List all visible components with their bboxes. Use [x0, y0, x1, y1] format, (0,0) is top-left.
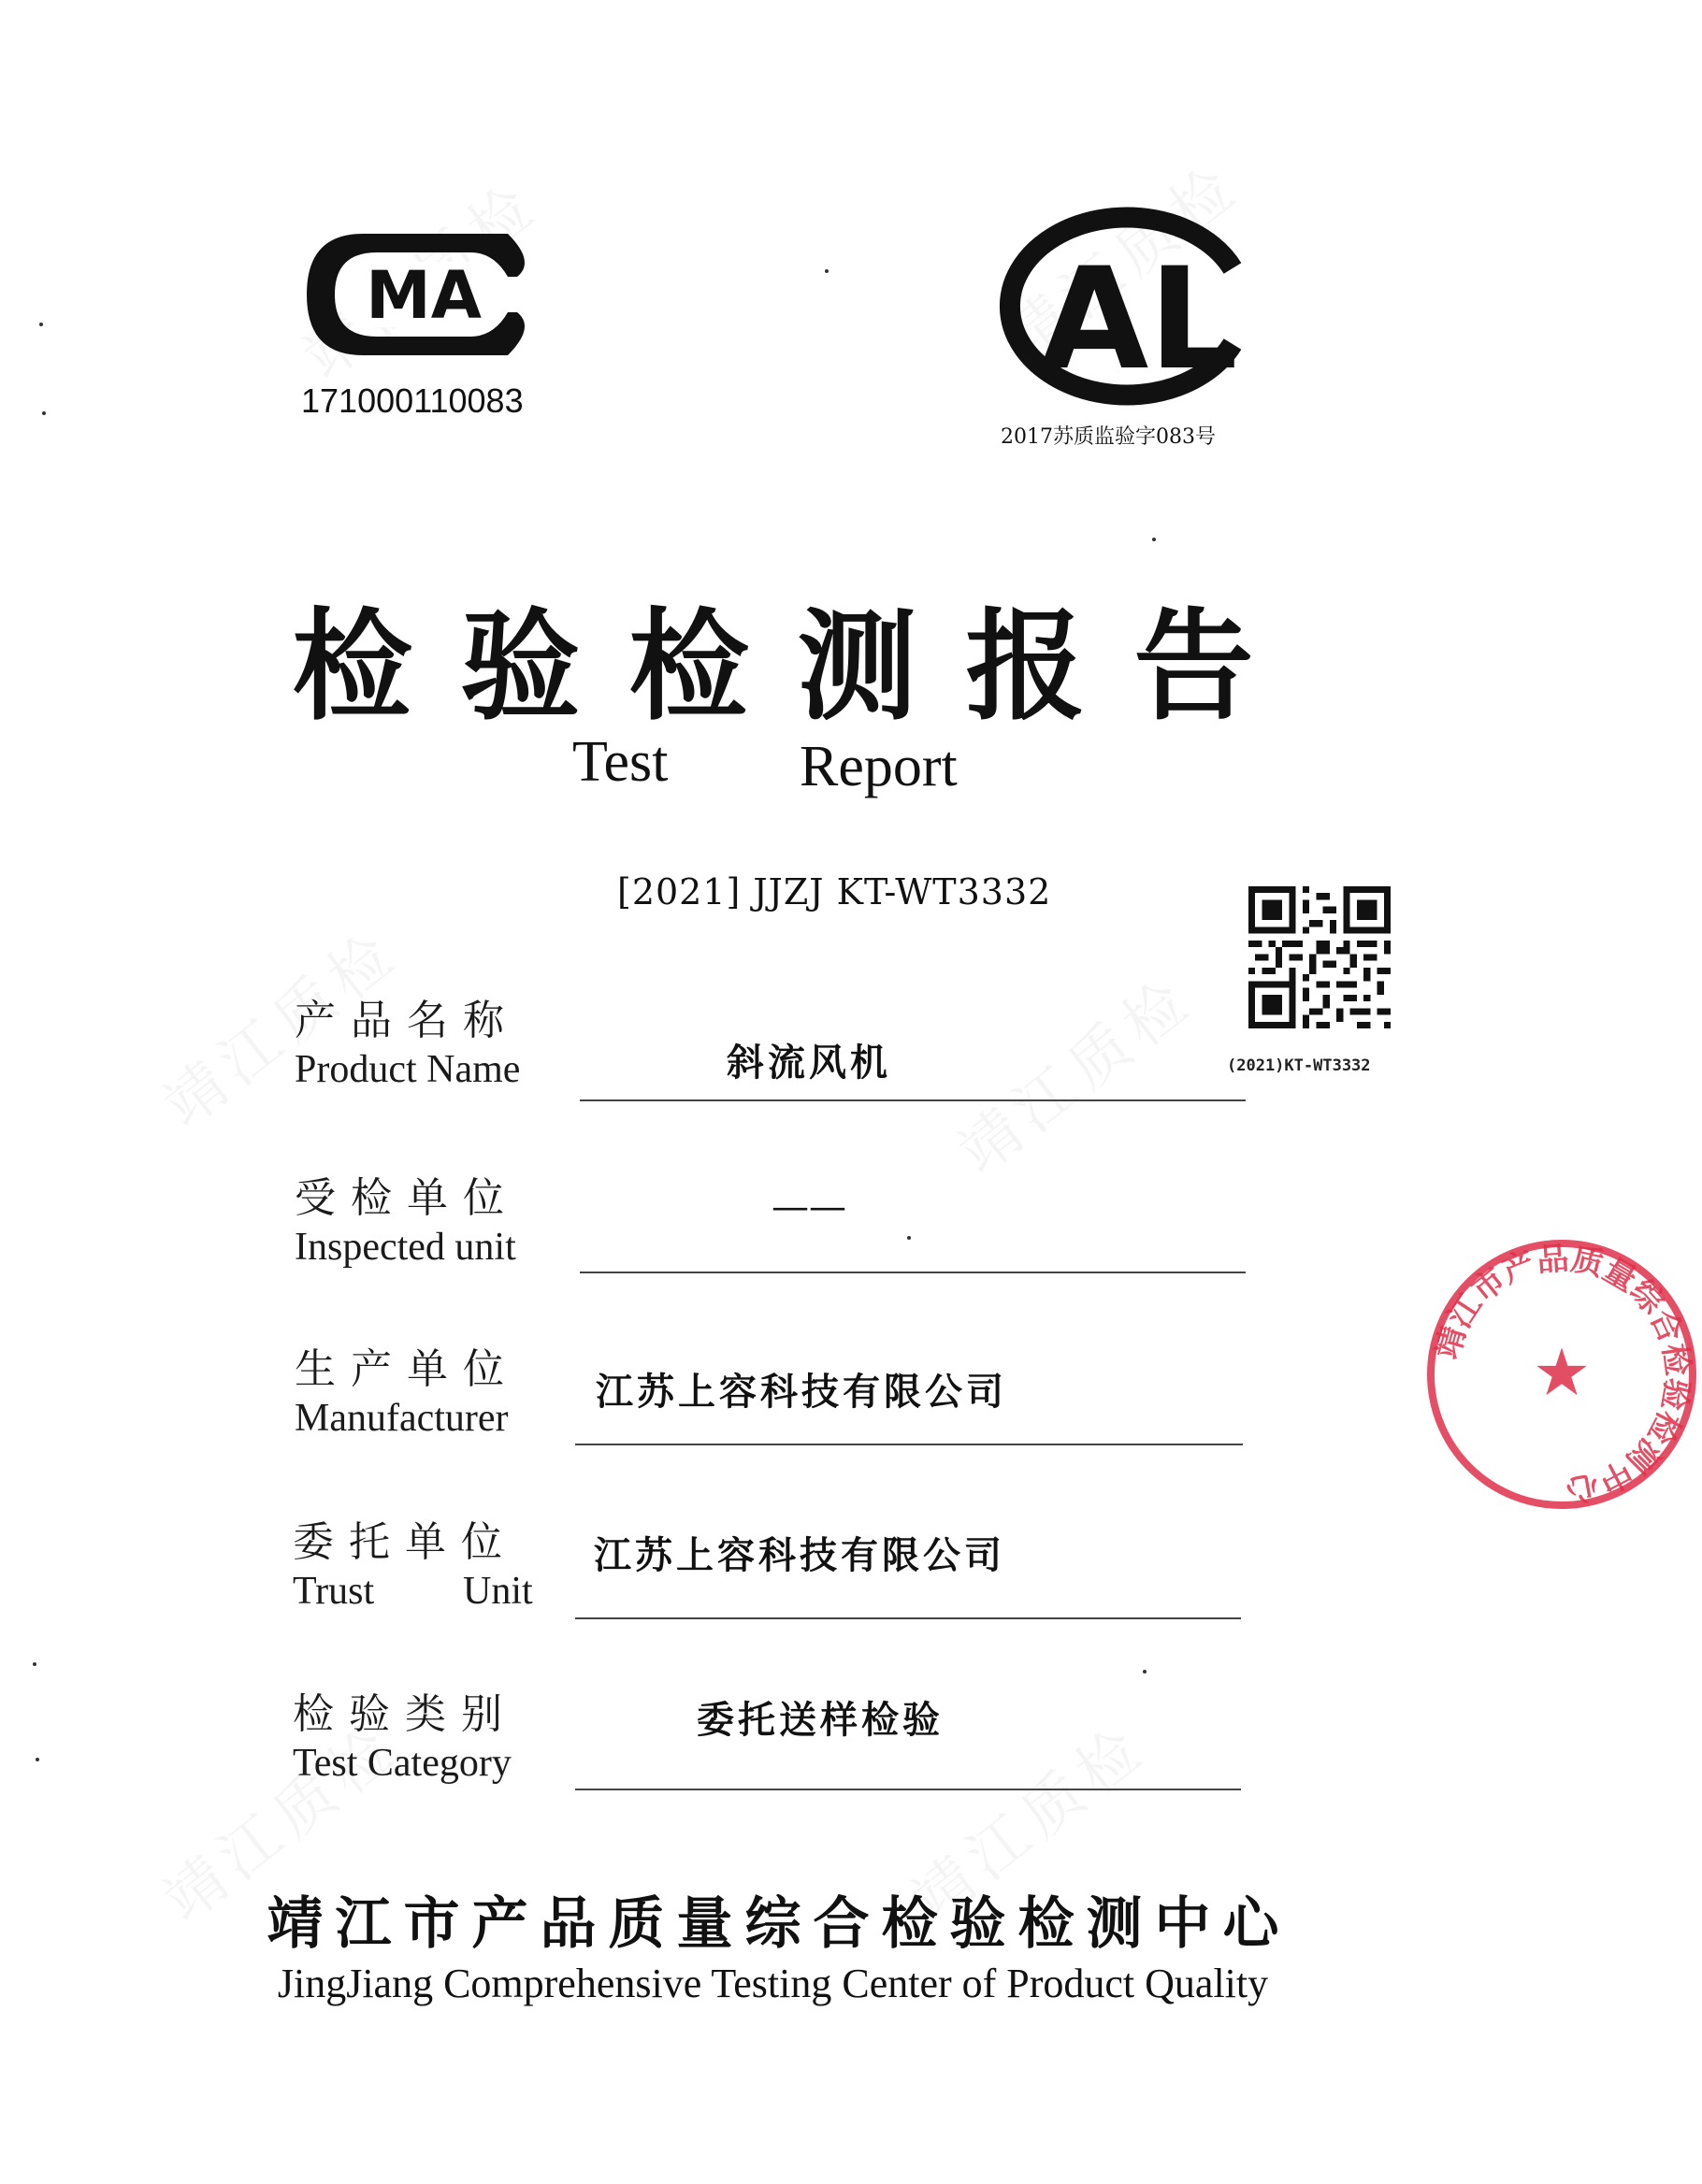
- field-label-zh: 检验类别: [293, 1690, 517, 1738]
- scan-speck: [39, 323, 43, 326]
- field-value-test-category: 委托送样检验: [697, 1698, 944, 1742]
- cal-letters: AL: [1040, 238, 1238, 401]
- field-label-en: Manufacturer: [295, 1397, 509, 1440]
- scan-speck: [1152, 538, 1156, 541]
- organization-name-en: JingJiang Comprehensive Testing Center of Product Quality: [277, 1961, 1269, 2006]
- cma-letters: MA: [366, 257, 482, 334]
- field-value-manufacturer: 江苏上容科技有限公司: [596, 1370, 1007, 1414]
- field-label-zh: 产品名称: [295, 997, 519, 1044]
- field-label-en: Test Category: [293, 1742, 512, 1785]
- cma-logo: [297, 224, 542, 365]
- field-label-en: Inspected unit: [295, 1226, 516, 1269]
- field-value-trust-unit: 江苏上容科技有限公司: [594, 1533, 1005, 1577]
- watermark-text: [938, 953, 1209, 1191]
- field-label-zh: 受检单位: [295, 1174, 519, 1222]
- qr-label: (2021)KT-WT3332: [1227, 1056, 1371, 1075]
- scan-speck: [33, 1662, 36, 1666]
- field-label-en-unit: Unit: [463, 1570, 533, 1613]
- field-underline: [575, 1617, 1241, 1619]
- qr-code-icon: [1248, 886, 1391, 1028]
- stamp-text: 靖江市产品质量综合检验检测中心: [1428, 1240, 1697, 1509]
- star-icon: ★: [1532, 1334, 1592, 1411]
- field-underline: [575, 1789, 1241, 1790]
- scan-speck: [36, 1758, 39, 1761]
- field-value-product-name: 斜流风机: [727, 1041, 891, 1085]
- field-underline: [580, 1099, 1246, 1101]
- report-title-zh: 检验检测报告: [292, 596, 1303, 737]
- field-label-zh: 委托单位: [293, 1518, 517, 1566]
- scan-speck: [907, 1236, 911, 1240]
- report-number: [2021] JJZJ KT-WT3332: [617, 871, 1052, 912]
- field-underline: [575, 1444, 1243, 1445]
- report-title-en-test: Test: [572, 730, 669, 794]
- organization-name-zh: 靖江市产品质量综合检验检测中心: [267, 1891, 1291, 1957]
- field-underline: [580, 1272, 1246, 1273]
- field-label-en-trust: Trust: [293, 1570, 375, 1613]
- field-label-zh: 生产单位: [295, 1345, 519, 1393]
- field-value-inspected-unit: ——: [772, 1185, 846, 1228]
- cma-number: 171000110083: [301, 381, 524, 420]
- cal-logo: [999, 210, 1261, 402]
- official-stamp: [1421, 1234, 1702, 1515]
- scan-speck: [825, 269, 829, 273]
- scan-speck: [42, 411, 46, 415]
- field-label-en: Product Name: [295, 1048, 521, 1091]
- scan-speck: [1143, 1670, 1147, 1674]
- cal-number: 2017苏质监验字083号: [1001, 425, 1216, 449]
- report-title-en-report: Report: [800, 735, 958, 798]
